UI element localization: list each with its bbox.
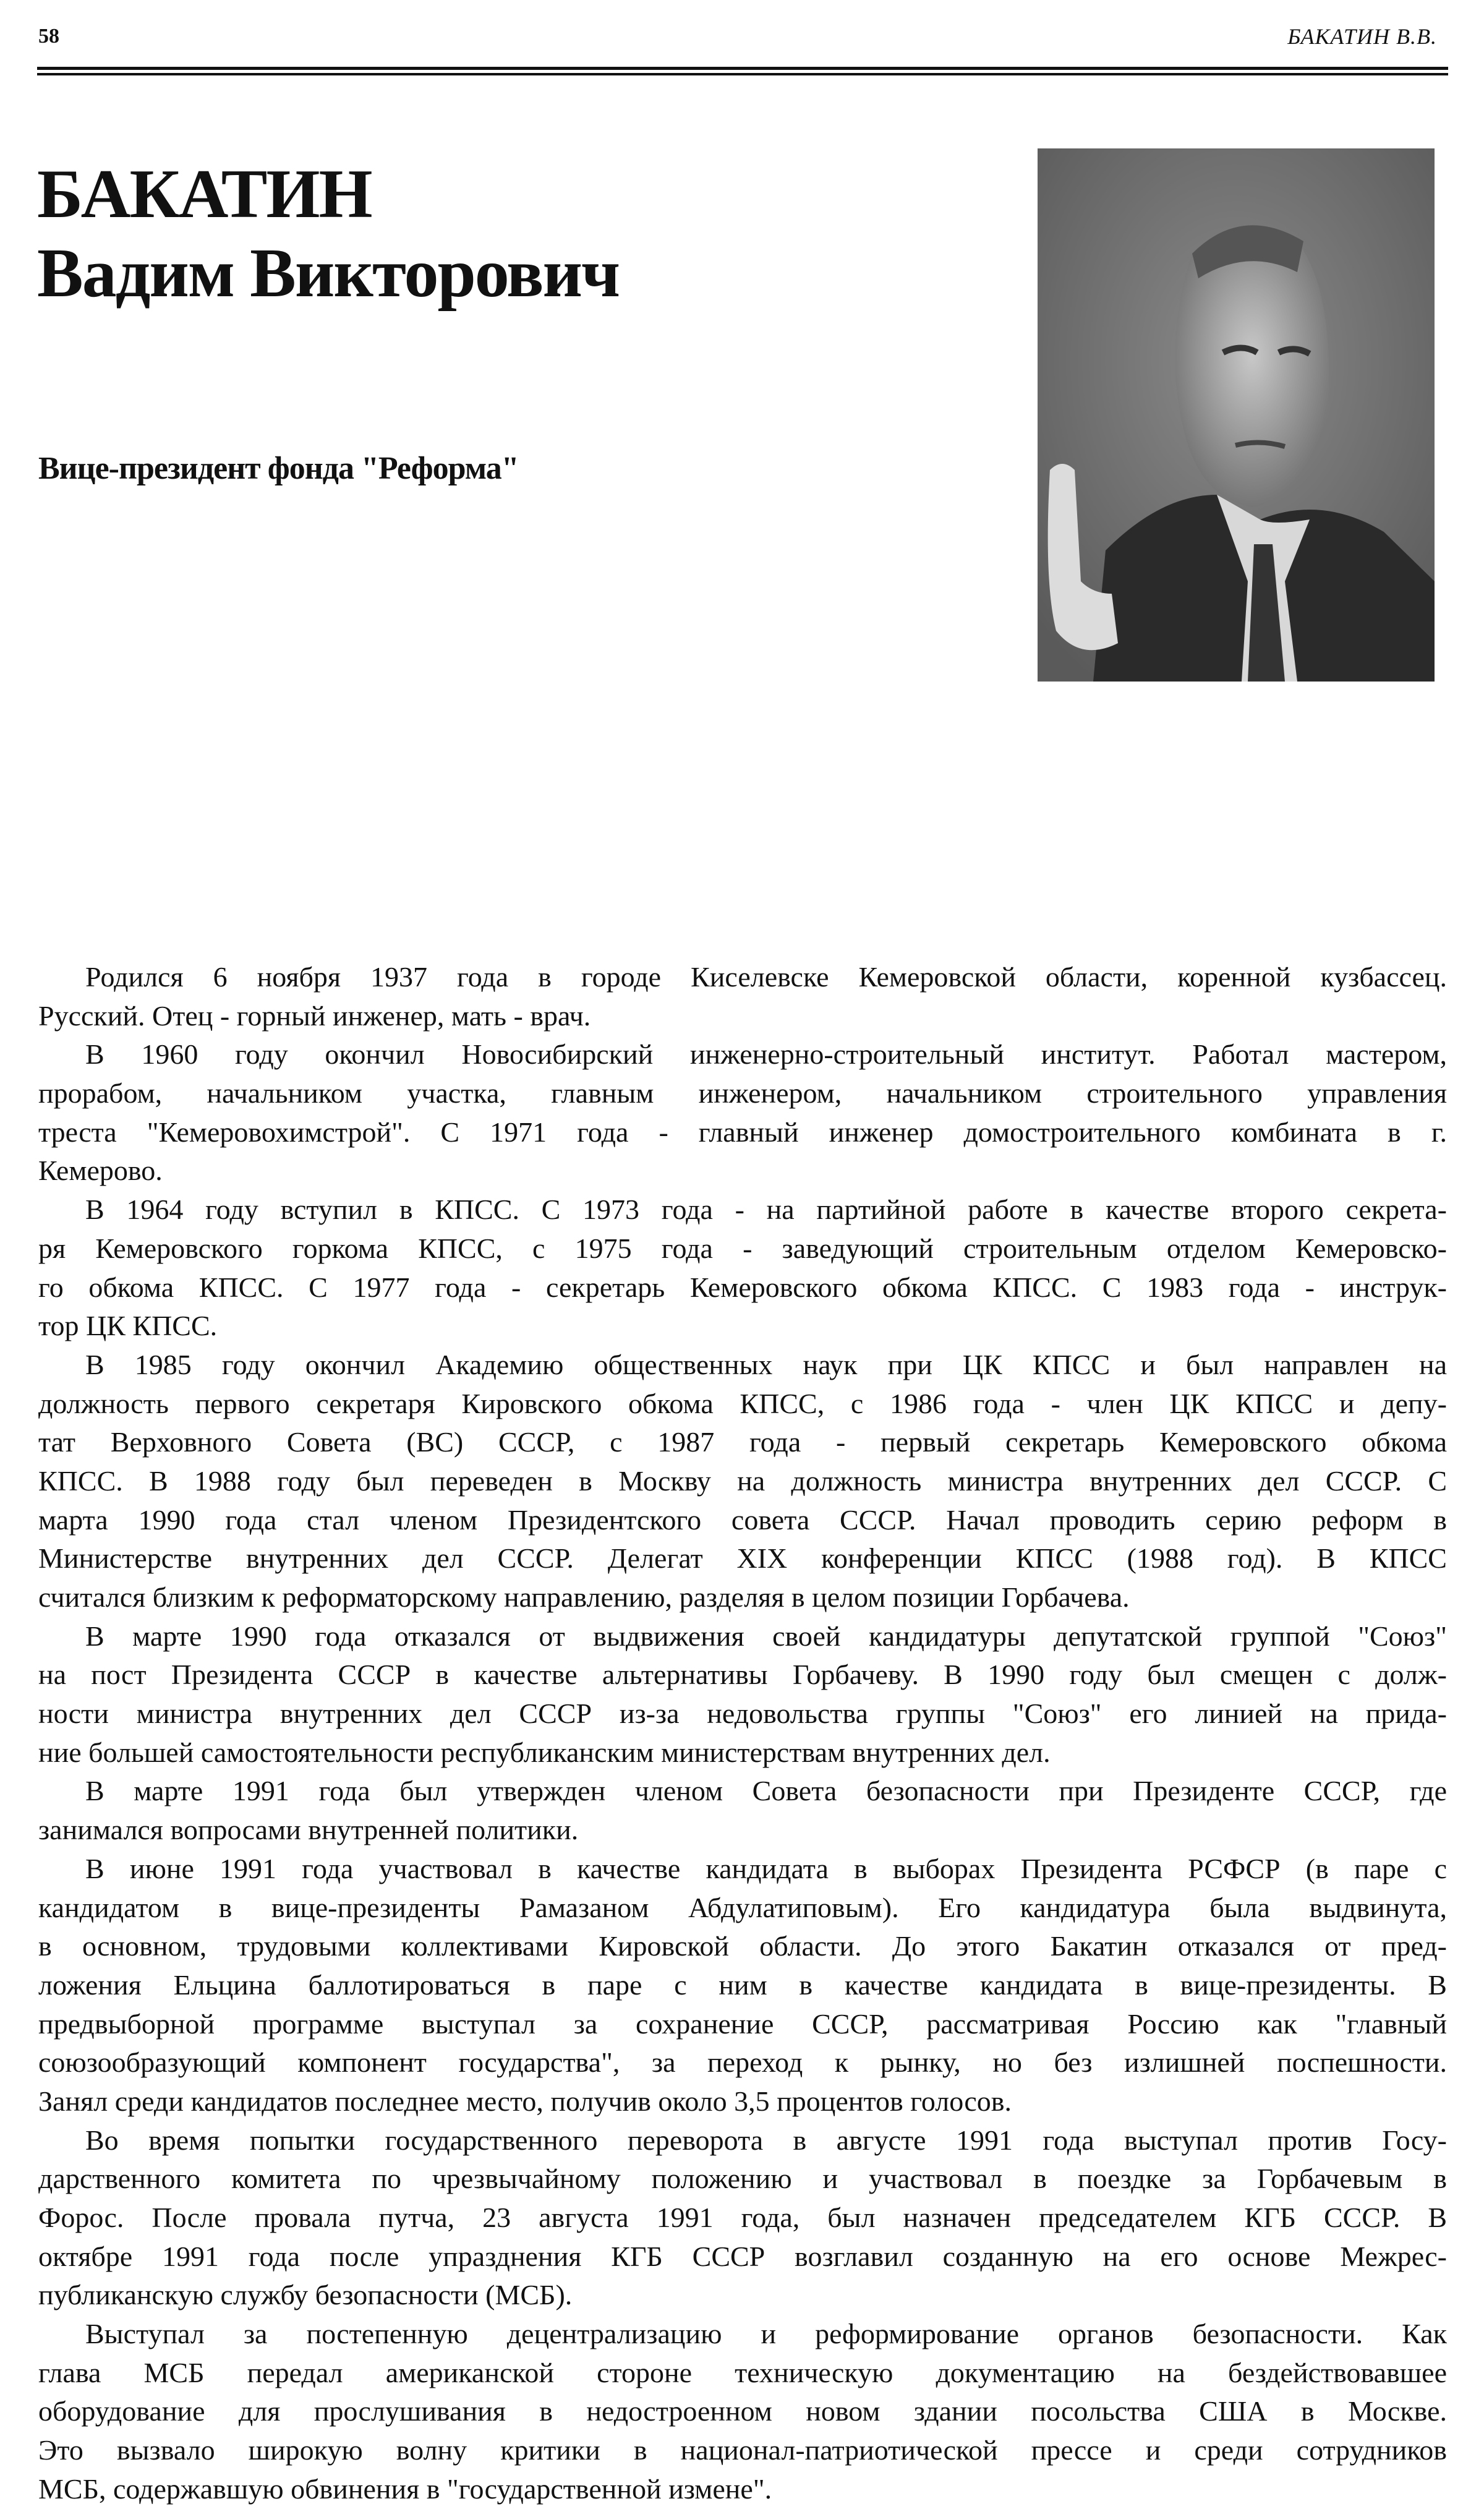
position-subtitle: Вице-президент фонда "Реформа": [38, 451, 519, 486]
paragraph: [38, 1035, 1447, 1190]
given-names: Вадим Викторович: [37, 235, 620, 312]
text-line: Кемерово.: [38, 1155, 163, 1187]
text-line: В марте 1990 года отказался от выдвижения своей кандидатуры депутатской группой "Союз": [85, 1620, 1447, 1652]
text-line: ние большей самостоятельности республиканским министерствам внутренних дел.: [38, 1736, 1051, 1768]
paragraph: [38, 1190, 1447, 1346]
text-line: Форос. После провала путча, 23 августа 1991 года, был назначен председателем КГБ СССР. В: [38, 2202, 1447, 2233]
surname: БАКАТИН: [37, 156, 372, 233]
text-line: глава МСБ передал американской стороне техническую документацию на бездействовавшее: [38, 2356, 1447, 2388]
text-line: Занял среди кандидатов последнее место, получив около 3,5 процентов голосов.: [38, 2085, 1012, 2117]
paragraph: [38, 958, 1447, 1035]
text-line: публиканскую службу безопасности (МСБ).: [38, 2279, 573, 2311]
page-number: 58: [38, 25, 59, 48]
text-line: Это вызвало широкую волну критики в национал-патриотической прессе и среди сотрудников: [38, 2434, 1447, 2466]
paragraph: [38, 1850, 1447, 2121]
text-line: в основном, трудовыми коллективами Кировской области. До этого Бакатин отказался от пред-: [38, 1930, 1447, 1962]
text-line: Русский. Отец - горный инженер, мать - врач.: [38, 999, 591, 1032]
text-line: В марте 1991 года был утвержден членом Совета безопасности при Президенте СССР, где: [85, 1775, 1447, 1807]
text-line: считался близким к реформаторскому направлению, разделяя в целом позиции Горбачева.: [38, 1581, 1130, 1613]
text-line: занимался вопросами внутренней политики.: [38, 1814, 579, 1846]
text-line: Родился 6 ноября 1937 года в городе Киселевске Кемеровской области, коренной кузбассец.: [85, 961, 1447, 993]
text-line: ложения Ельцина баллотироваться в паре с ним в качестве кандидата в вице-президенты. В: [38, 1968, 1447, 2001]
text-line: В 1960 году окончил Новосибирский инженерно-строительный институт. Работал мастером,: [85, 1038, 1447, 1071]
paragraph: [38, 1772, 1447, 1849]
text-line: оборудование для прослушивания в недостроенном новом здании посольства США в Москве.: [38, 2395, 1447, 2427]
text-line: В 1964 году вступил в КПСС. С 1973 года - на партийной работе в качестве второго секрета-: [85, 1194, 1447, 1226]
paragraph: [38, 2315, 1447, 2508]
header-rule-bottom: [37, 73, 1448, 75]
paragraph: [38, 2121, 1447, 2315]
text-line: прорабом, начальником участка, главным инженером, начальником строительного управления: [38, 1077, 1447, 1109]
biography-text: [38, 958, 1447, 2509]
header-rule-top: [37, 67, 1448, 70]
text-line: должность первого секретаря Кировского обкома КПСС, с 1986 года - член ЦК КПСС и депу-: [38, 1387, 1447, 1419]
text-line: кандидатом в вице-президенты Рамазаном Абдулатиповым). Его кандидатура была выдвинута,: [38, 1891, 1447, 1923]
text-line: ря Кемеровского горкома КПСС, с 1975 года - заведующий строительным отделом Кемеровско-: [38, 1232, 1447, 1264]
text-line: ности министра внутренних дел СССР из-за недовольства группы "Союз" его линией на прида-: [38, 1698, 1447, 1730]
text-line: тат Верховного Совета (ВС) СССР, с 1987 года - первый секретарь Кемеровского обкома: [38, 1426, 1447, 1458]
text-line: В июне 1991 года участвовал в качестве кандидата в выборах Президента РСФСР (в паре с: [85, 1852, 1447, 1884]
text-line: МСБ, содержавшую обвинения в "государственной измене".: [38, 2473, 772, 2505]
text-line: Во время попытки государственного переворота в августе 1991 года выступал против Госу-: [85, 2124, 1447, 2156]
text-line: КПСС. В 1988 году был переведен в Москву на должность министра внутренних дел СССР. С: [38, 1464, 1447, 1497]
running-title: БАКАТИН В.В.: [1287, 24, 1437, 49]
text-line: на пост Президента СССР в качестве альтернативы Горбачеву. В 1990 году был смещен с долж-: [38, 1659, 1447, 1691]
portrait-photo: [1038, 148, 1435, 682]
text-line: марта 1990 года стал членом Президентского совета СССР. Начал проводить серию реформ в: [38, 1503, 1447, 1536]
paragraph: [38, 1617, 1447, 1772]
paragraph: [38, 1346, 1447, 1617]
text-line: тор ЦК КПСС.: [38, 1310, 218, 1342]
text-line: дарственного комитета по чрезвычайному положению и участвовал в поездке за Горбачевым в: [38, 2163, 1447, 2195]
text-line: го обкома КПСС. С 1977 года - секретарь Кемеровского обкома КПСС. С 1983 года - инструк-: [38, 1271, 1447, 1303]
person-name-heading: [37, 155, 619, 313]
text-line: Выступал за постепенную децентрализацию и реформирование органов безопасности. Как: [85, 2318, 1447, 2350]
text-line: октябре 1991 года после упразднения КГБ СССР возглавил созданную на его основе Межрес-: [38, 2240, 1447, 2272]
text-line: союзообразующий компонент государства", за переход к рынку, но без излишней поспешности.: [38, 2046, 1447, 2079]
text-line: В 1985 году окончил Академию общественных наук при ЦК КПСС и был направлен на: [85, 1348, 1447, 1380]
text-line: Министерстве внутренних дел СССР. Делегат XIX конференции КПСС (1988 год). В КПСС: [38, 1542, 1447, 1575]
text-line: треста "Кемеровохимстрой". С 1971 года - главный инженер домостроительного комбината в г.: [38, 1116, 1447, 1148]
text-line: предвыборной программе выступал за сохранение СССР, рассматривая Россию как "главный: [38, 2007, 1447, 2040]
